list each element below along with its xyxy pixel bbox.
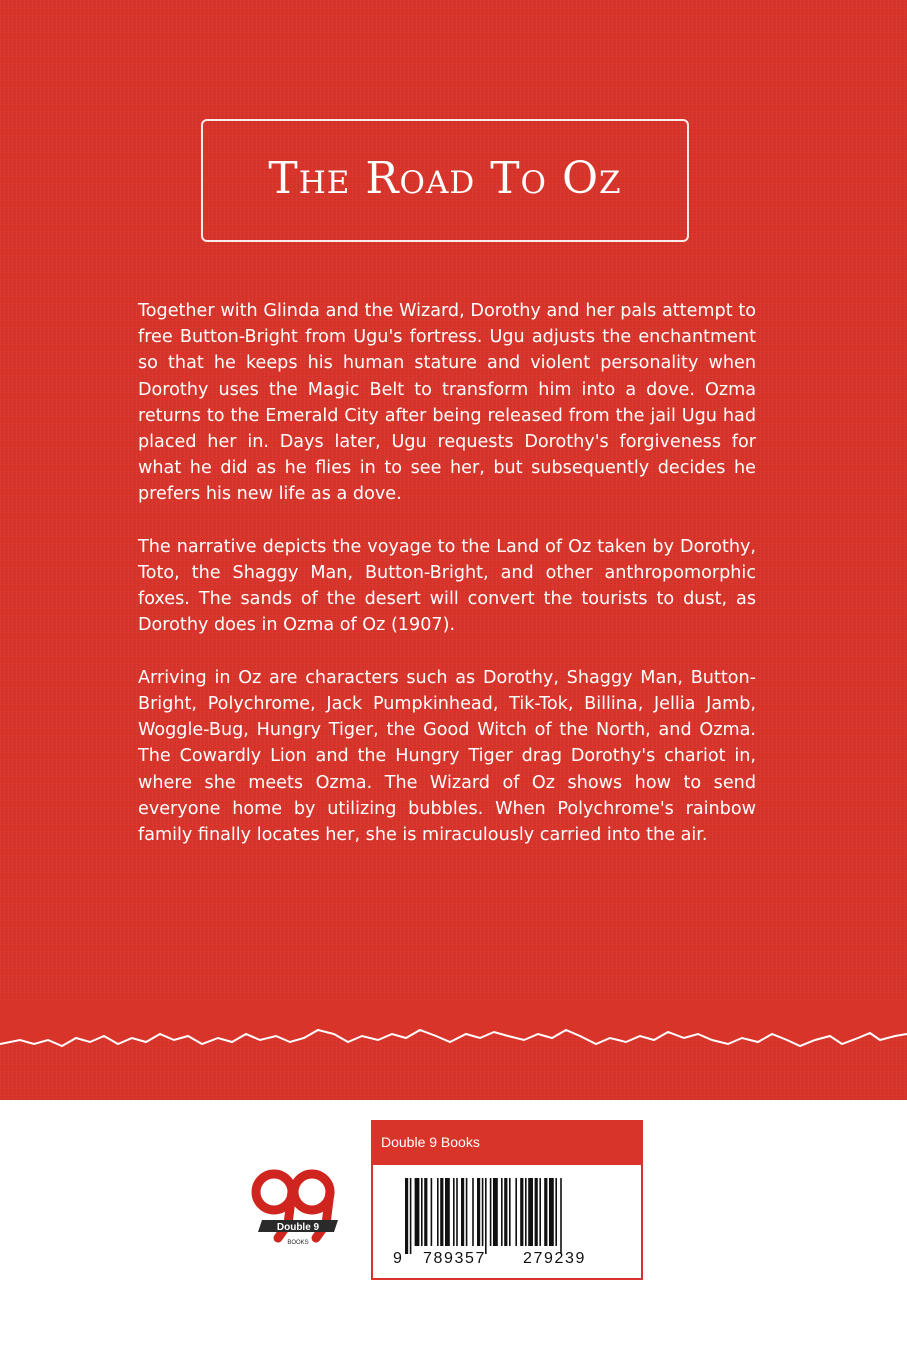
barcode-bar	[421, 1178, 423, 1246]
double-9-logo-icon	[248, 1168, 340, 1248]
isbn-barcode-panel	[371, 1120, 643, 1280]
barcode-bar	[415, 1178, 420, 1246]
barcode-bar	[485, 1178, 487, 1254]
logo-wordmark: Double 9	[276, 1222, 320, 1233]
barcode-bar	[549, 1178, 554, 1246]
barcode-bar	[504, 1178, 507, 1246]
barcode-bar	[445, 1178, 450, 1246]
barcode-bar	[461, 1178, 464, 1246]
blurb-paragraph-1: Together with Glinda and the Wizard, Dorothy and her pals attempt to free Button-Bright from Ugu's fortress. Ugu adjusts the enchantment so that he keeps his human stature and violent personality when Dorothy uses the Magic Belt to transform him into a dove. Ozma returns to the Emerald City after being released from the jail Ugu had placed her in. Days later, Ugu requests Dorothy's forgiveness for what he did as he flies in to see her, but subsequently decides he prefers his new life as a dove.	[138, 301, 756, 505]
barcode-bar	[410, 1178, 412, 1254]
barcode-bar	[456, 1178, 458, 1246]
barcode-bar	[482, 1178, 484, 1246]
blurb-paragraph-3: Arriving in Oz are characters such as Dorothy, Shaggy Man, Button-Bright, Polychrome, Jack Pumpkinhead, Tik-Tok, Billina, Jellia Jamb, Woggle-Bug, Hungry Tiger, the Good Witch of the North, and Ozma. The Cowardly Lion and the Hungry Tiger drag Dorothy's chariot in, where she meets Ozma. The Wizard of Oz shows how to send everyone home by utilizing bubbles. When Polychrome's rainbow family finally locates her, she is miraculously carried into the air.	[138, 667, 756, 846]
barcode-bar	[509, 1178, 511, 1246]
barcode-bar	[539, 1178, 541, 1246]
barcode-bar	[477, 1178, 480, 1246]
barcode-bar	[555, 1178, 557, 1246]
barcode-first-digit: 9	[393, 1250, 404, 1267]
barcode-left-group: 789357	[423, 1250, 486, 1267]
title-frame	[201, 119, 689, 242]
barcode-bar	[520, 1178, 523, 1246]
barcode-bar	[453, 1178, 455, 1246]
torn-paper-edge	[0, 1000, 907, 1110]
barcode-bar	[424, 1178, 427, 1246]
barcode-bar	[437, 1178, 439, 1246]
barcode-bar	[560, 1178, 562, 1254]
book-title: The Road To Oz	[268, 152, 622, 204]
back-cover-blurb	[138, 298, 756, 874]
barcode-bar	[440, 1178, 443, 1246]
barcode-bar	[466, 1178, 468, 1246]
barcode-bar	[515, 1178, 517, 1246]
barcode-digits	[373, 1250, 641, 1272]
barcode-bar	[405, 1178, 408, 1254]
barcode-bar	[501, 1178, 503, 1246]
barcode-bar	[493, 1178, 498, 1246]
barcode-publisher-name: Double 9 Books	[373, 1120, 641, 1165]
isbn-barcode-icon	[405, 1178, 611, 1258]
barcode-bar	[431, 1178, 433, 1246]
barcode-right-group: 279239	[523, 1250, 586, 1267]
barcode-bar	[528, 1178, 533, 1246]
barcode-bar	[535, 1178, 538, 1246]
barcode-bar	[544, 1178, 547, 1246]
logo-subtext: BOOKS	[287, 1240, 309, 1246]
barcode-bar	[472, 1178, 474, 1246]
barcode-bar	[490, 1178, 492, 1246]
blurb-paragraph-2: The narrative depicts the voyage to the Land of Oz taken by Dorothy, Toto, the Shaggy Man, Button-Bright, and other anthropomorphic foxes. The sands of the desert will convert the tourists to dust, as Dorothy does in Ozma of Oz (1907).	[138, 536, 756, 636]
barcode-bar	[525, 1178, 527, 1246]
